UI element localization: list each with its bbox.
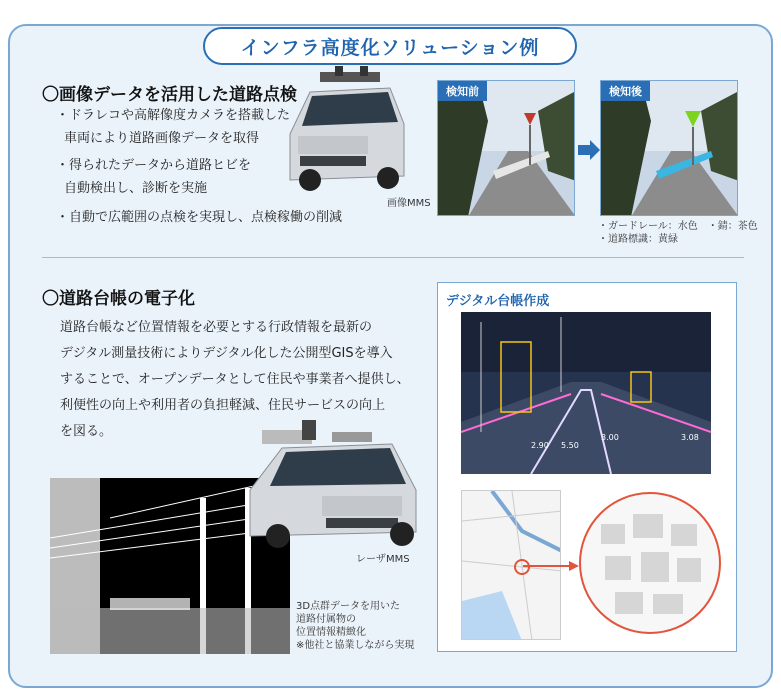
section1-heading: 〇画像データを活用した道路点検 <box>42 85 297 105</box>
after-detection-photo <box>600 80 738 216</box>
caption-line: ※他社と協業しながら実現 <box>296 640 415 651</box>
section1-bullet: 車両により道路画像データを取得 <box>64 131 260 146</box>
page-title: インフラ高度化ソリューション例 <box>203 27 577 65</box>
before-label: 検知前 <box>438 81 487 101</box>
lidar-label: 3.08 <box>681 433 699 442</box>
section-divider <box>42 257 744 258</box>
caption-line: 位置情報精緻化 <box>296 627 366 638</box>
section1-bullet: ・ドラレコや高解像度カメラを搭載した <box>56 108 291 123</box>
zoom-arrow-icon <box>523 558 579 572</box>
image-mms-car-photo <box>280 64 410 194</box>
legend-line: ・ガードレール：水色 ・錆：茶色 <box>598 221 758 232</box>
paragraph-line: 利便性の向上や利用者の負担軽減、住民サービスの向上 <box>60 398 386 413</box>
paragraph-line: を図る。 <box>60 424 113 439</box>
caption-line: 道路付属物の <box>296 614 356 625</box>
section2-heading: 〇道路台帳の電子化 <box>42 289 195 309</box>
section1-bullet: 自動検出し、診断を実施 <box>64 181 208 196</box>
after-label: 検知後 <box>601 81 650 101</box>
paragraph-line: デジタル測量技術によりデジタル化した公開型GISを導入 <box>60 346 393 361</box>
caption-line: 3D点群データを用いた <box>296 601 401 612</box>
right-arrow-icon <box>578 140 600 160</box>
image-mms-caption: 画像MMS <box>387 198 431 209</box>
before-detection-photo <box>437 80 575 216</box>
legend-line: ・道路標識：黄緑 <box>598 234 678 245</box>
lidar-label: 5.50 <box>561 441 579 450</box>
detection-legend <box>598 220 758 246</box>
section1-bullet: ・自動で広範囲の点検を実現し、点検稼働の削減 <box>56 210 343 225</box>
lidar-label: 3.00 <box>601 433 619 442</box>
lidar-view-image <box>461 312 711 474</box>
paragraph-line: 道路台帳など位置情報を必要とする行政情報を最新の <box>60 320 373 335</box>
paragraph-line: することで、オープンデータとして住民や事業者へ提供し、 <box>60 372 410 387</box>
digital-ledger-label: デジタル台帳作成 <box>446 294 550 309</box>
lidar-label: 2.90 <box>531 441 549 450</box>
map-zoom-circle <box>579 492 721 634</box>
point-cloud-caption <box>296 600 414 652</box>
laser-mms-caption: レーザMMS <box>356 554 410 565</box>
section1-bullet: ・得られたデータから道路ヒビを <box>56 158 252 173</box>
laser-mms-car-photo <box>242 420 422 550</box>
